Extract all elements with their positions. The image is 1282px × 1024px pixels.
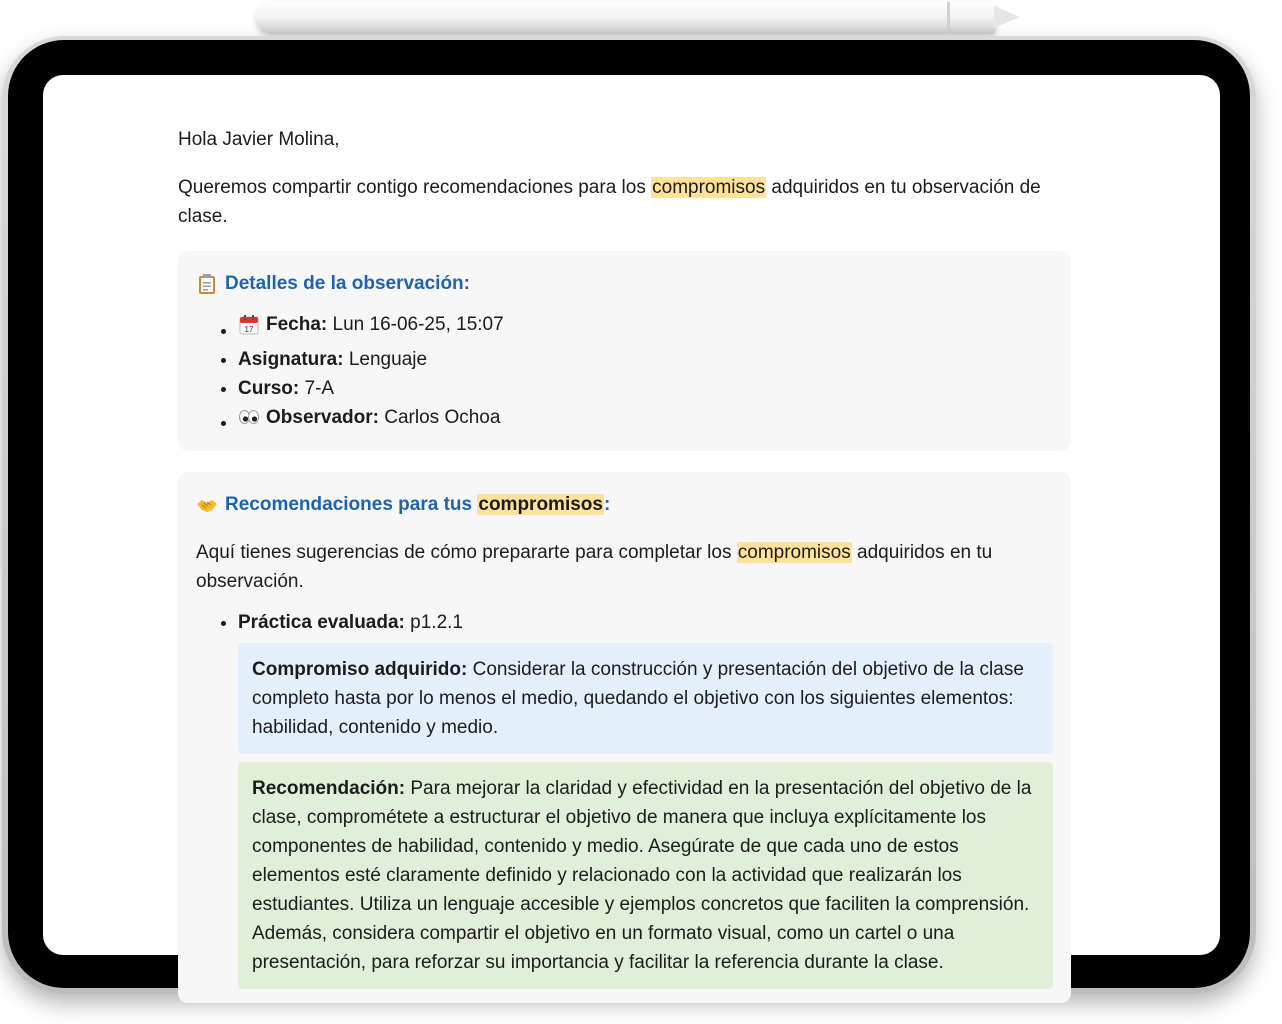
tablet-bezel (8, 40, 1250, 988)
email-body (178, 75, 1071, 1003)
recommendation-box (238, 762, 1053, 989)
eyes-icon (238, 406, 260, 428)
recommendation-text: Para mejorar la claridad y efectividad en la presentación del objetivo de la clase, comprométete a estructurar el objetivo de manera que incluya explícitamente los componentes de habilidad, contenido y medio. Asegúrate de que cada uno de estos elementos esté claramente definido y relacionado con la actividad que realizarán los estudiantes. Utiliza un lenguaje accesible y ejemplos concretos que faciliten la comprensión. Además, considera compartir el objetivo en un formato visual, como un cartel o una presentación, para reforzar su importancia y facilitar la referencia durante la clase. (252, 778, 1032, 973)
greeting: Hola Javier Molina, (178, 129, 340, 150)
asignatura-label: Asignatura: (238, 348, 344, 370)
intro-paragraph (178, 173, 1071, 231)
intro-highlight: compromisos (652, 177, 766, 198)
practice-item (238, 608, 1053, 989)
practice-label: Práctica evaluada: (238, 612, 405, 633)
details-title (196, 269, 1053, 298)
detail-item-observador-content (238, 403, 500, 432)
practice-value: p1.2.1 (410, 612, 463, 633)
commitment-box (238, 643, 1053, 754)
stylus-pencil (256, 2, 996, 34)
commitment-label: Compromiso adquirido: (252, 659, 468, 680)
recommendations-title-before: Recomendaciones para tus (225, 494, 478, 515)
detail-item-asignatura (238, 345, 1053, 374)
intro-text-before: Queremos compartir contigo recomendaciones para los (178, 177, 652, 198)
recommendation-label: Recomendación: (252, 778, 406, 799)
recs-text-highlight: compromisos (737, 542, 851, 563)
recommendations-title-after: : (603, 494, 611, 515)
curso-label: Curso: (238, 377, 300, 399)
recs-text-after: adquiridos en tu observación. (196, 542, 993, 592)
calendar-icon (238, 314, 260, 336)
recommendations-title-text (225, 490, 610, 519)
intro-text-after: adquiridos en tu observación de clase. (178, 177, 1041, 227)
detail-item-observador (238, 403, 1053, 438)
commitment-text: Considerar la construcción y presentación del objetivo de la clase completo hasta por lo menos el medio, quedando el objetivo con los siguientes elementos: habilidad, contenido y medio. (252, 659, 1024, 738)
recommendations-title-highlight: compromisos (478, 494, 603, 515)
observador-value: Carlos Ochoa (384, 406, 501, 428)
detail-item-fecha-content (238, 310, 504, 339)
recommendations-intro (196, 538, 1053, 596)
tablet-frame (2, 36, 1256, 994)
stylus-band (947, 2, 950, 34)
recs-text-before: Aquí tienes sugerencias de cómo prepararte para completar los (196, 542, 737, 563)
details-list (196, 310, 1053, 437)
asignatura-value: Lenguaje (348, 348, 428, 370)
tablet-screen (43, 75, 1220, 973)
stylus-tip (994, 6, 1020, 28)
fecha-label: Fecha: (266, 314, 328, 335)
handshake-icon (196, 494, 218, 516)
detail-item-curso (238, 374, 1053, 403)
curso-value: 7-A (304, 377, 335, 399)
observation-details-card (178, 251, 1071, 451)
observador-label: • Observador: (266, 406, 379, 428)
details-title-text: Detalles de la observación: (225, 273, 470, 294)
svg-text:17: • 17 (244, 324, 254, 334)
detail-item-fecha (238, 310, 1053, 345)
recommendations-card (178, 472, 1071, 1003)
clipboard-icon (196, 273, 218, 295)
recommendations-title (196, 490, 1053, 519)
fecha-value: Lun 16-06-25, 15:07 (332, 314, 504, 335)
practices-list (196, 608, 1053, 989)
